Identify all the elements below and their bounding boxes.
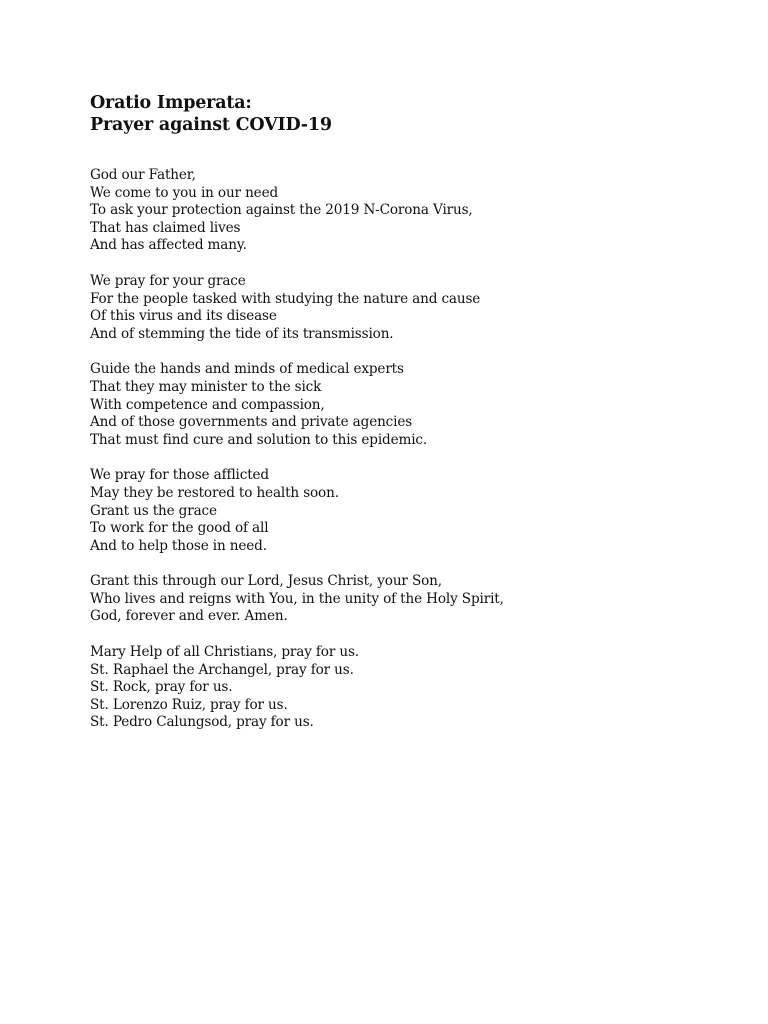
prayer-body — [90, 167, 730, 732]
prayer-line: With competence and compassion, — [90, 396, 325, 413]
prayer-line: For the people tasked with studying the nature and cause — [90, 290, 481, 307]
prayer-line: May they be restored to health soon. — [90, 484, 339, 501]
prayer-line: We come to you in our need — [90, 184, 279, 201]
prayer-line: We pray for your grace — [90, 272, 246, 289]
prayer-line: That must find cure and solution to this epidemic. — [90, 431, 428, 448]
prayer-line: God, forever and ever. Amen. — [90, 608, 288, 625]
prayer-line: And has affected many. — [90, 237, 247, 254]
prayer-line: And of those governments and private agencies — [90, 414, 413, 431]
stanza-1 — [90, 167, 730, 255]
stanza-2 — [90, 273, 730, 343]
prayer-line: God our Father, — [90, 167, 196, 183]
prayer-line: That has claimed lives — [90, 219, 241, 236]
stanza-5 — [90, 573, 730, 626]
prayer-line: Guide the hands and minds of medical experts — [90, 361, 404, 378]
document-page — [90, 92, 730, 750]
stanza-3 — [90, 361, 730, 449]
prayer-line: To ask your protection against the 2019 N-Corona Virus, — [90, 202, 473, 219]
prayer-line: To work for the good of all — [90, 520, 269, 537]
title-line-1: Oratio Imperata: — [90, 93, 252, 113]
prayer-line: We pray for those afflicted — [90, 467, 269, 484]
prayer-line: And of stemming the tide of its transmission. — [90, 325, 394, 342]
prayer-line: And to help those in need. — [90, 537, 267, 554]
prayer-line: Mary Help of all Christians, pray for us. — [90, 644, 359, 661]
stanza-6 — [90, 644, 730, 732]
prayer-line: Grant this through our Lord, Jesus Christ, your Son, — [90, 573, 442, 590]
prayer-line: St. Pedro Calungsod, pray for us. — [90, 714, 314, 731]
title-line-2: Prayer against COVID-19 — [90, 115, 332, 135]
document-title — [90, 92, 730, 136]
prayer-line: Who lives and reigns with You, in the unity of the Holy Spirit, — [90, 590, 504, 607]
prayer-line: St. Lorenzo Ruiz, pray for us. — [90, 696, 288, 713]
prayer-line: St. Rock, pray for us. — [90, 679, 233, 696]
stanza-4 — [90, 467, 730, 555]
prayer-line: Of this virus and its disease — [90, 308, 277, 325]
prayer-line: St. Raphael the Archangel, pray for us. — [90, 661, 354, 678]
prayer-line: Grant us the grace — [90, 502, 217, 519]
prayer-line: That they may minister to the sick — [90, 378, 322, 395]
